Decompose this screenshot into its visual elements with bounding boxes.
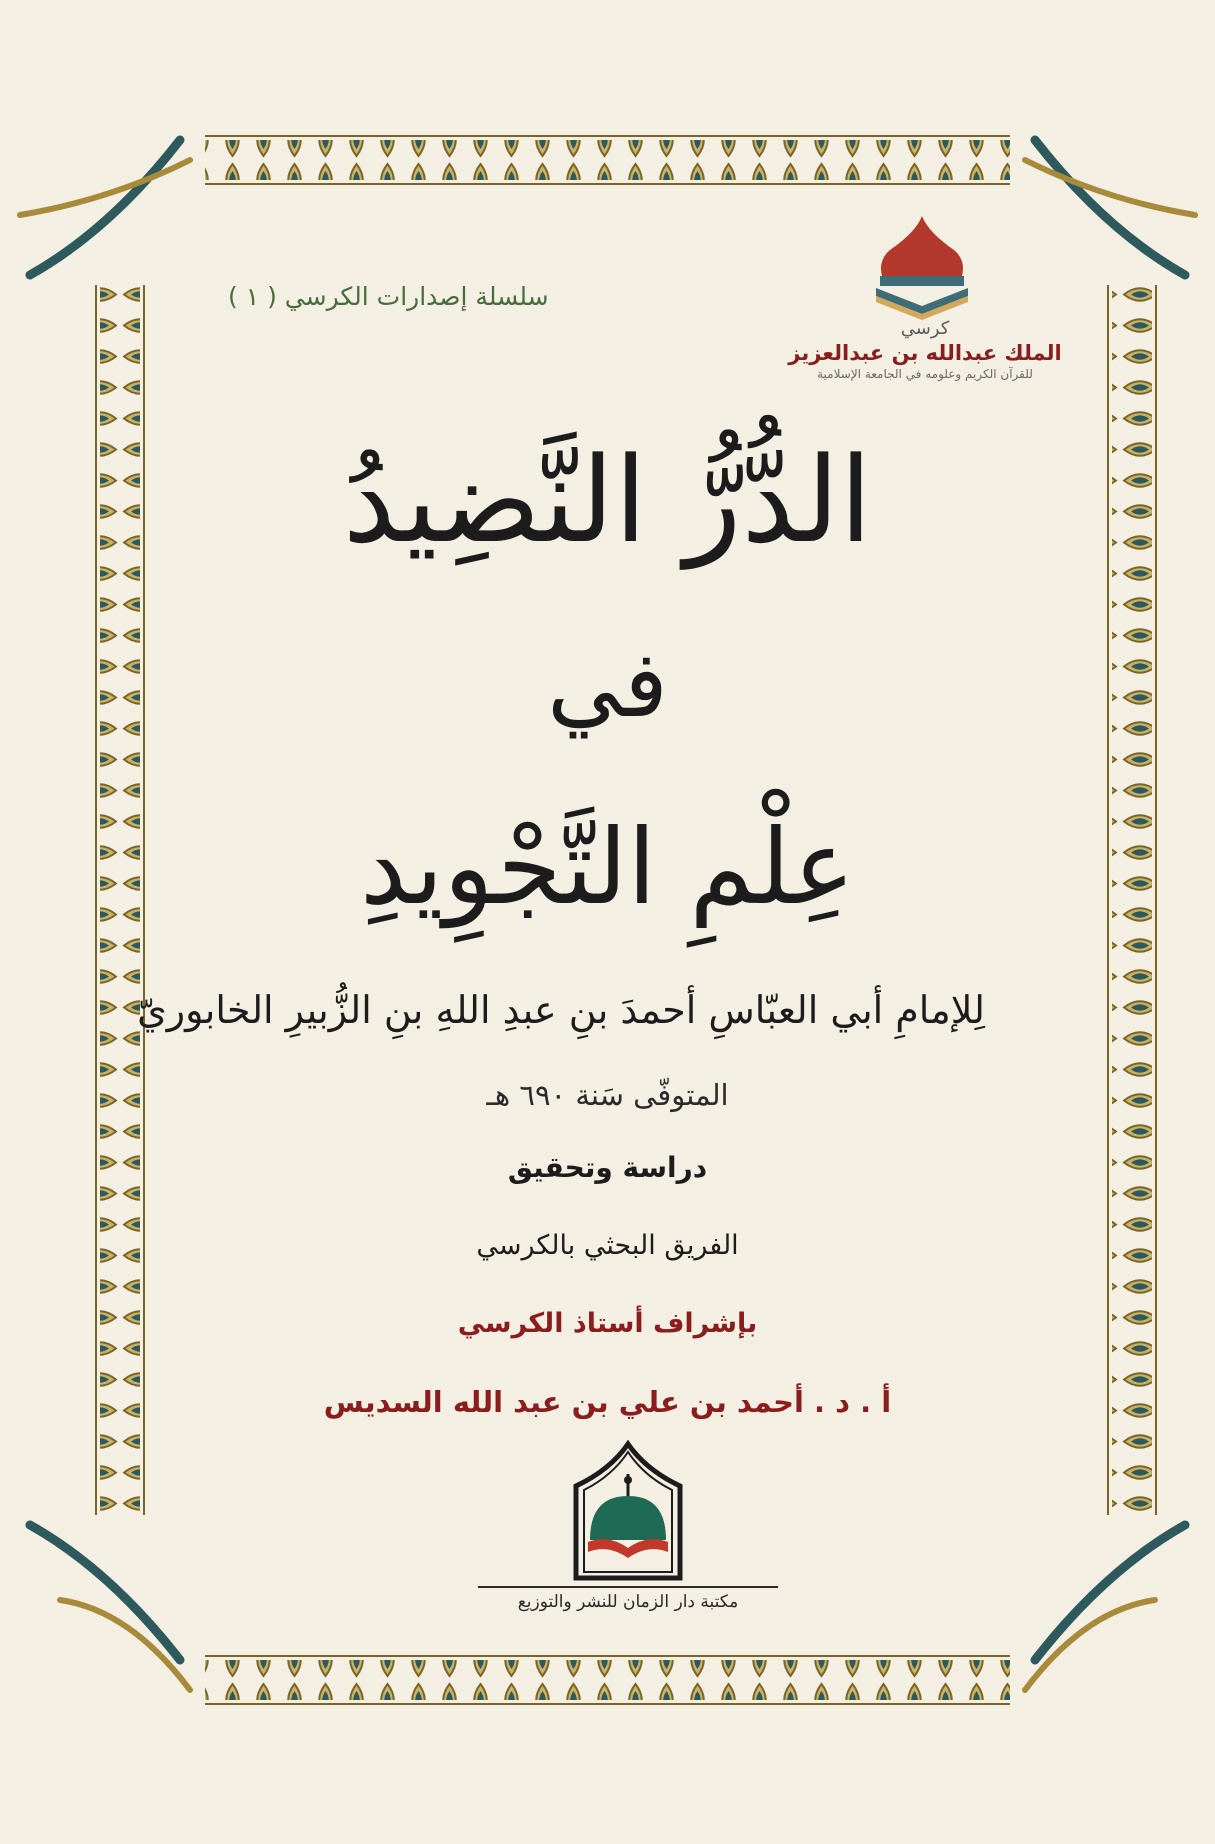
chair-logo-icon (862, 212, 982, 322)
series-label: سلسلة إصدارات الكرسي ( ١ ) (228, 282, 549, 311)
supervision-label: بإشراف أستاذ الكرسي (457, 1308, 758, 1339)
book-title-main: الدُّرُّ النَّضِيدُ (342, 431, 873, 569)
book-title-subject: عِلْمِ التَّجْوِيدِ (359, 806, 856, 928)
professor-name: أ . د . أحمد بن علي بن عبد الله السديس (323, 1385, 892, 1419)
author-line: لِلإمامِ أبي العبّاسِ أحمدَ بنِ عبدِ اللهِ بنِ الزُّبيرِ الخابوريّ (137, 988, 985, 1032)
chair-word: كرسي (900, 318, 950, 339)
research-team-label: الفريق البحثي بالكرسي (476, 1230, 739, 1261)
chair-block (780, 318, 1070, 382)
chair-name: الملك عبدالله بن عبدالعزيز (788, 341, 1062, 365)
publisher-name: مكتبة دار الزمان للنشر والتوزيع (478, 1586, 778, 1614)
death-date: المتوفّى سَنة ٦٩٠ هـ (486, 1078, 729, 1112)
study-label: دراسة وتحقيق (507, 1151, 708, 1184)
publisher-mosque-icon (558, 1440, 698, 1585)
book-title-connector: في (547, 631, 668, 738)
chair-subtitle: للقرآن الكريم وعلومه في الجامعة الإسلامية (817, 367, 1033, 381)
